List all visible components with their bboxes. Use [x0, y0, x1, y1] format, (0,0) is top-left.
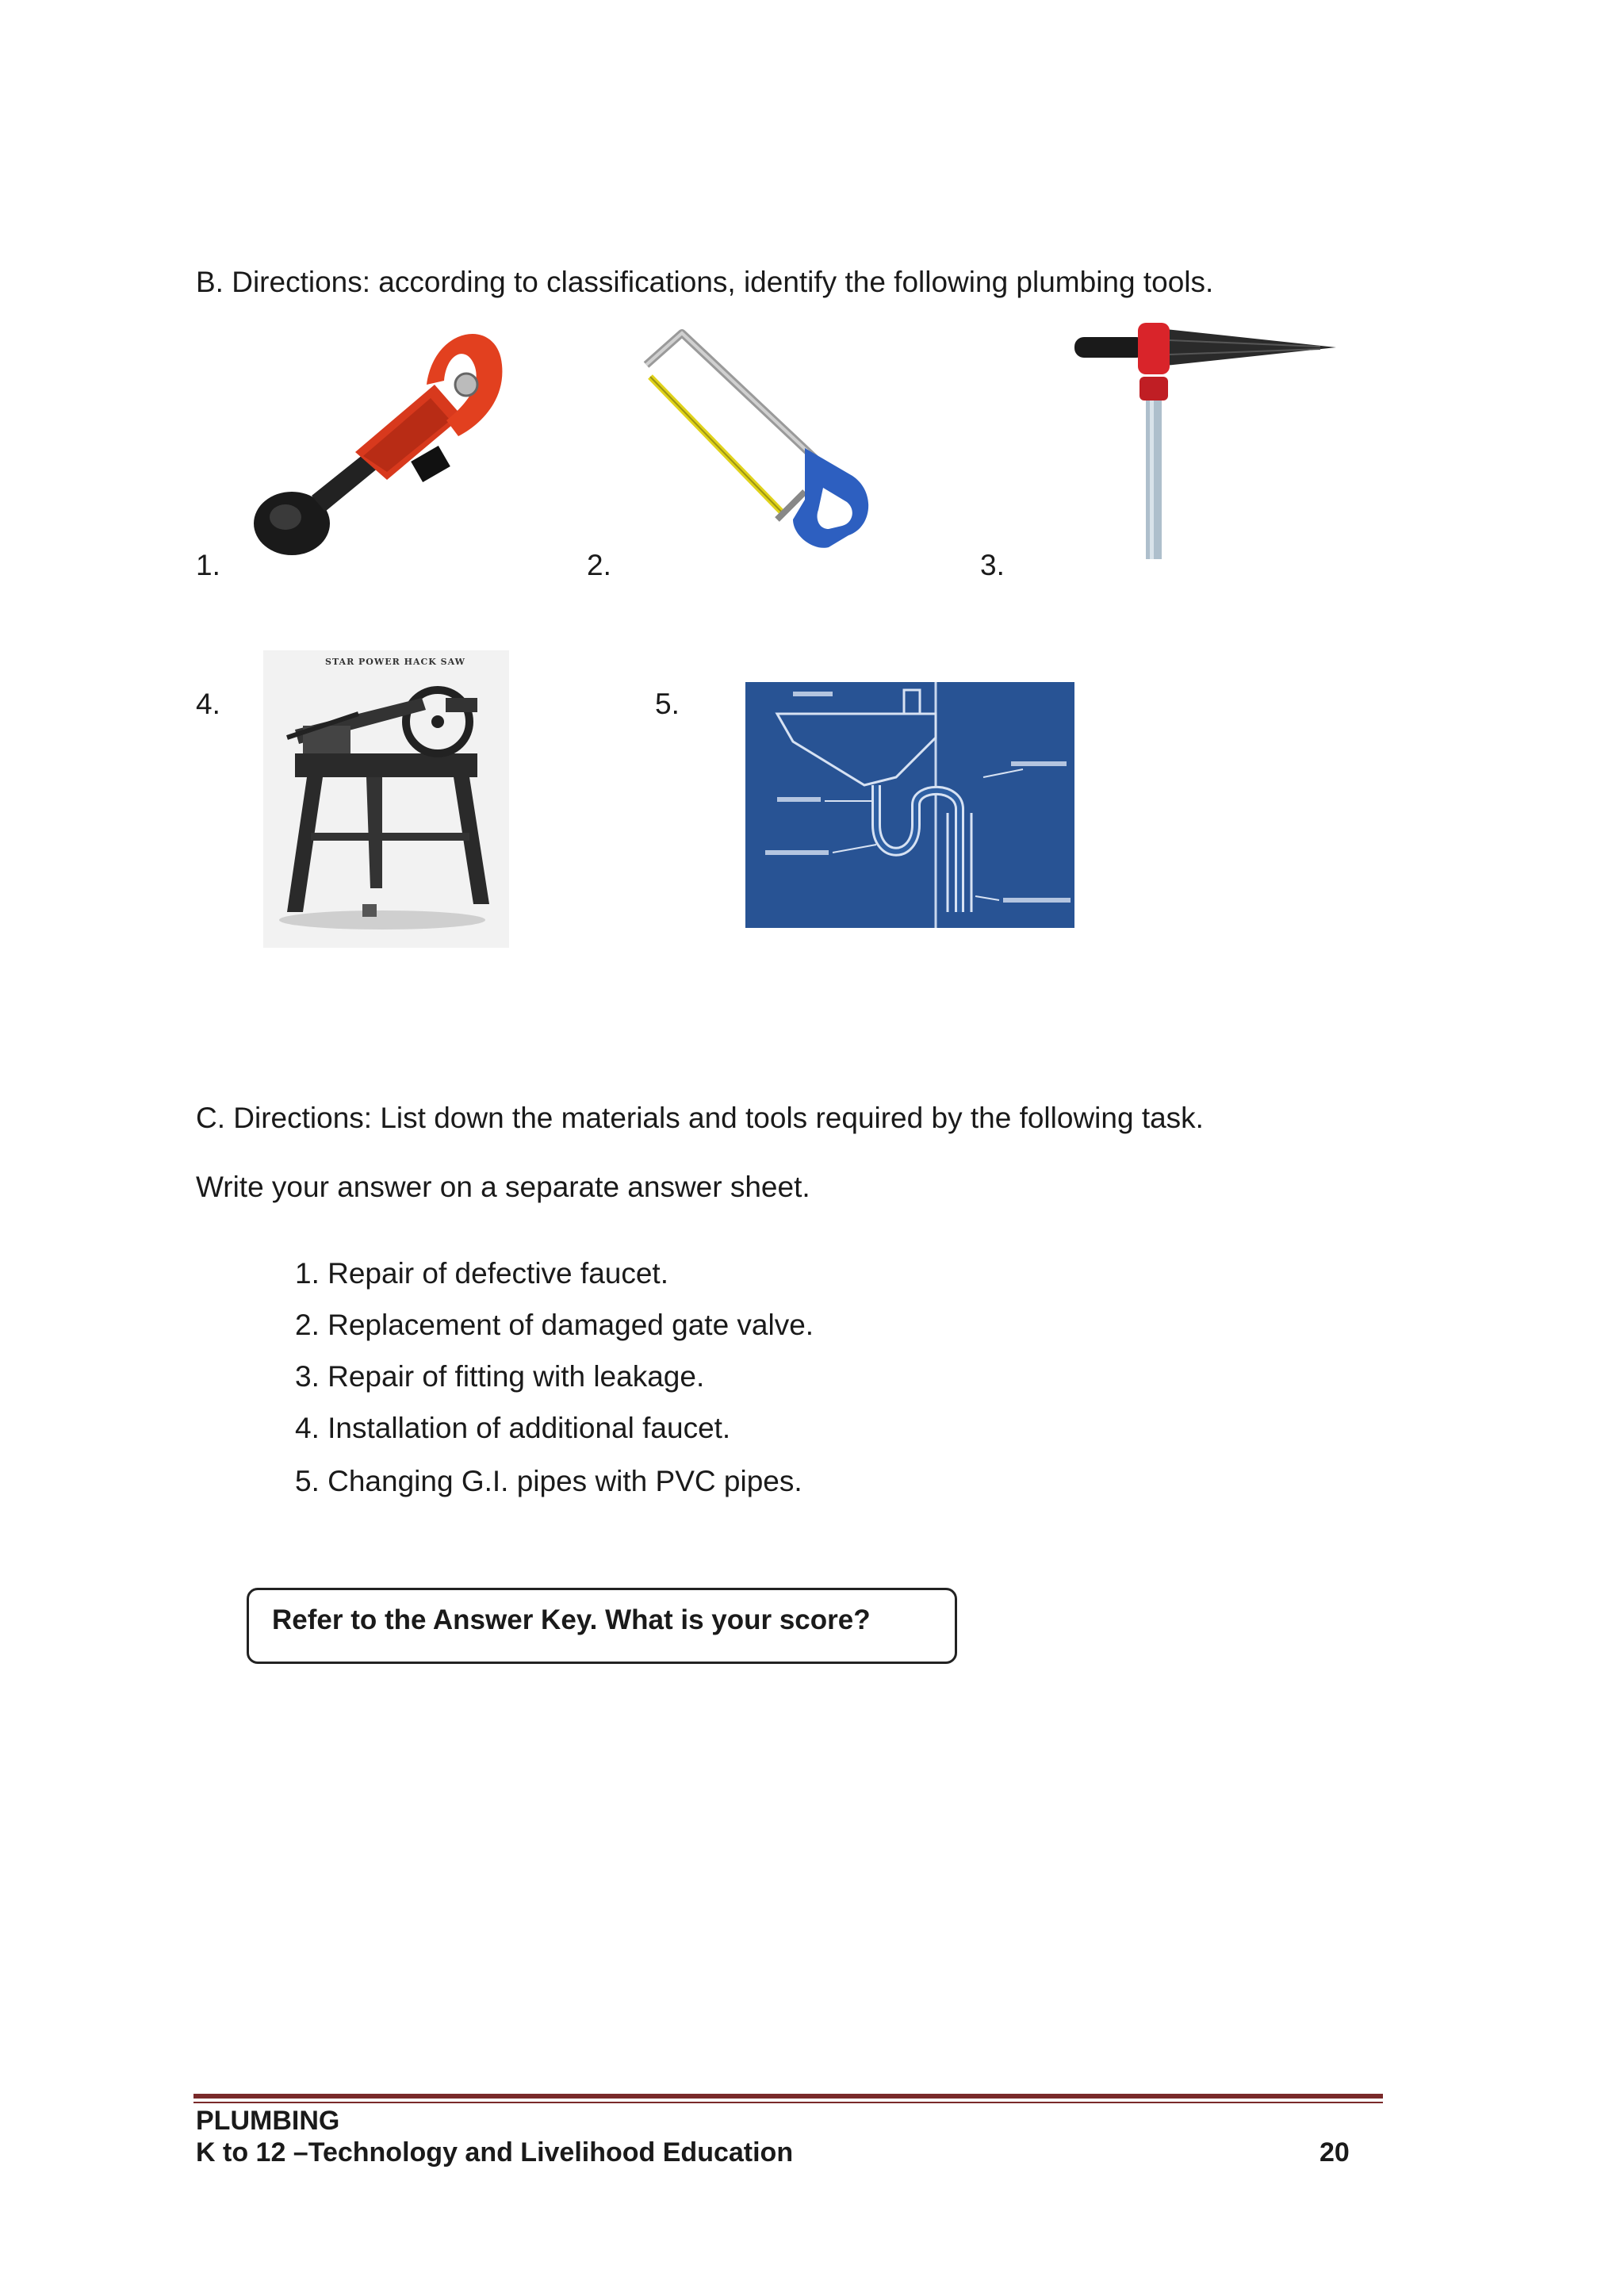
item-number-5: 5. [655, 688, 680, 720]
task-item-1: 1. Repair of defective faucet. [295, 1257, 668, 1290]
footer-subject: PLUMBING [196, 2106, 340, 2136]
footer-rule-thick [193, 2094, 1383, 2099]
pipe-cutter-image [236, 309, 514, 571]
task-item-4: 4. Installation of additional faucet. [295, 1412, 731, 1444]
item-number-3: 3. [980, 549, 1005, 581]
section-c-instruction: Write your answer on a separate answer sheet. [196, 1171, 810, 1203]
power-hacksaw-image [263, 650, 509, 948]
power-hacksaw-caption: STAR POWER HACK SAW [325, 657, 465, 667]
footer-course: K to 12 –Technology and Livelihood Education [196, 2137, 794, 2168]
item-number-2: 2. [587, 549, 611, 581]
item-number-1: 1. [196, 549, 220, 581]
hacksaw-image [634, 321, 888, 559]
section-b-heading: B. Directions: according to classifications, identify the following plumbing tools. [196, 266, 1214, 298]
trap-diagram-image [745, 682, 1074, 928]
reamer-image [1019, 313, 1352, 559]
task-item-2: 2. Replacement of damaged gate valve. [295, 1309, 814, 1341]
answer-key-text: Refer to the Answer Key. What is your score? [272, 1604, 871, 1635]
footer-rule-thin [193, 2102, 1383, 2103]
task-item-3: 3. Repair of fitting with leakage. [295, 1360, 705, 1393]
answer-key-box [247, 1588, 957, 1664]
page-number: 20 [1320, 2137, 1350, 2168]
item-number-4: 4. [196, 688, 220, 720]
section-c-heading: C. Directions: List down the materials and tools required by the following task. [196, 1102, 1204, 1134]
task-item-5: 5. Changing G.I. pipes with PVC pipes. [295, 1465, 802, 1497]
